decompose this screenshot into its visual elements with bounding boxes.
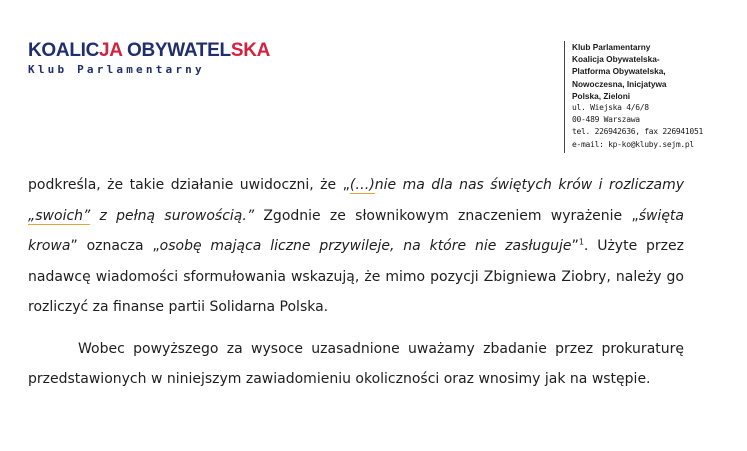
p1-ellipsis: (…) — [349, 177, 375, 193]
p1-segment-1: podkreśla, że takie działanie uwidoczni, że „ — [28, 177, 350, 193]
document-body — [28, 170, 684, 395]
footnote-ref: 1 — [578, 237, 584, 247]
paragraph-2: Wobec powyższego za wysoce uzasadnione uważamy zbadanie przez prokuraturę przedstawionych w niniejszym zawiadomieniu okoliczności oraz wnosimy jak na wstępie. — [28, 340, 684, 387]
party-logo — [28, 40, 270, 76]
p1-definition: osobę mająca liczne przywileje, na które nie zasługuje — [159, 238, 572, 254]
logo-part-2: JA — [99, 40, 123, 61]
address-postal: 00-489 Warszawa — [572, 115, 640, 125]
p1-segment-4: ” — [571, 238, 579, 254]
p1-quote-2: z pełną surowością.” — [90, 207, 255, 224]
p1-segment-2: Zgodnie ze słownikowym znaczeniem wyrażenie „ — [254, 207, 639, 224]
address-line-1: Klub Parlamentarny — [572, 42, 651, 52]
logo-part-3: OBYWATEL — [122, 40, 231, 61]
p1-quote-swoich: „swoich” — [28, 207, 91, 224]
address-line-3: Platforma Obywatelska, — [572, 66, 666, 77]
address-line-5: Polska, Zieloni — [572, 90, 631, 101]
address-line-4: Nowoczesna, Inicjatywa — [572, 78, 667, 89]
logo-subtitle: Klub Parlamentarny — [28, 63, 205, 76]
p1-quote-1: nie ma dla nas świętych krów i rozliczamy — [374, 177, 685, 193]
address-line-2: Koalicja Obywatelska- — [572, 54, 660, 65]
address-phone: tel. 226942636, fax 226941051 — [572, 127, 703, 137]
address-block — [564, 41, 703, 153]
logo-wordmark — [28, 40, 270, 62]
p1-segment-5: . Użyte przez nadawcę wiadomości sformułowania wskazują, że mimo pozycji Zbigniewa Ziobry, należy go rozliczyć za finanse partii Solidarna Polska. — [28, 238, 684, 315]
address-email: e-mail: kp-ko@kluby.sejm.pl — [572, 139, 694, 149]
p1-segment-3: ” oznacza „ — [70, 238, 160, 254]
p1-term: święta krowa — [28, 207, 685, 254]
logo-part-4: SKA — [230, 40, 271, 61]
address-street: ul. Wiejska 4/6/8 — [572, 103, 649, 113]
logo-part-1: KOALIC — [28, 40, 100, 61]
paragraph-1 — [28, 170, 684, 323]
